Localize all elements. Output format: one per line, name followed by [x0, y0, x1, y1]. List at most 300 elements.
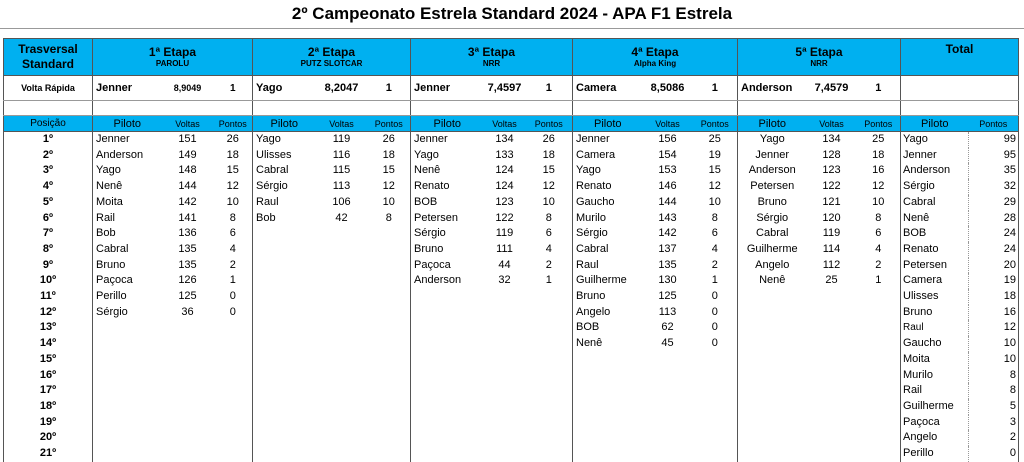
- stage-5-voltas-cell: 120: [822, 211, 841, 224]
- stage-3-pontos-cell: [526, 336, 573, 352]
- table-row: [4, 320, 1019, 336]
- table-row: [4, 242, 1019, 258]
- stage-4-voltas-cell: 142: [658, 227, 677, 240]
- stage-5-fastest-pos: 1: [857, 76, 901, 101]
- stage-2-pontos-cell: [368, 352, 411, 368]
- stage-3-piloto-cell: [411, 399, 484, 415]
- position-cell: 20º: [4, 430, 93, 446]
- stage-4-fastest-pos: 1: [693, 76, 738, 101]
- stage-5-pontos-cell: 4: [857, 242, 901, 258]
- total-pontos-header: Pontos: [969, 116, 1019, 132]
- stage-4-fastest-driver: Camera: [573, 76, 643, 101]
- stage-2-pontos-cell: 26: [368, 132, 411, 148]
- stage-5-voltas-cell: [807, 415, 857, 431]
- stage-5-piloto-cell: [738, 399, 807, 415]
- stage-3-pontos-cell: 15: [526, 163, 573, 179]
- stage-1-piloto-cell: Bob: [96, 227, 116, 240]
- stage-1-pontos-cell: 6: [214, 226, 253, 242]
- stage-4-voltas-cell: 143: [658, 211, 677, 224]
- stage-4-piloto-cell: Angelo: [576, 305, 611, 318]
- stage-5-piloto-cell: Yago: [759, 133, 785, 145]
- total-pontos-cell: 18: [969, 289, 1019, 305]
- stage-3-pontos-cell: 6: [526, 226, 573, 242]
- stage-2-voltas-cell: 113: [332, 180, 351, 193]
- total-piloto-cell: Perillo: [901, 446, 969, 462]
- table-row: [4, 148, 1019, 164]
- stage-4-pontos-cell: 0: [693, 289, 738, 305]
- stage-1-pontos-cell: [214, 446, 253, 462]
- stage-2-voltas-cell: [316, 242, 368, 258]
- total-pontos-cell: 3: [969, 415, 1019, 431]
- stage-4-pontos-cell: 0: [693, 320, 738, 336]
- stage-2-pontos-header: Pontos: [368, 116, 411, 132]
- stage-4-piloto-cell: Cabral: [576, 242, 609, 255]
- stage-4-name: 4ª Etapa: [631, 45, 679, 59]
- stage-1-pontos-cell: 10: [214, 195, 253, 211]
- total-pontos-cell: 8: [969, 368, 1019, 384]
- stage-5-pontos-cell: 1: [857, 273, 901, 289]
- stage-3-track: NRR: [482, 59, 501, 68]
- stage-5-voltas-cell: 122: [822, 180, 841, 193]
- position-cell: 14º: [4, 336, 93, 352]
- stage-3-voltas-cell: [484, 446, 526, 462]
- stage-3-voltas-cell: [484, 399, 526, 415]
- volta-rapida-label: Volta Rápida: [4, 76, 93, 101]
- stage-4-voltas-cell: 137: [658, 242, 677, 255]
- stage-4-piloto-cell: [573, 415, 643, 431]
- stage-4-voltas-cell: 154: [658, 148, 677, 161]
- stage-1-fastest-pos: 1: [214, 76, 253, 101]
- position-cell: 18º: [4, 399, 93, 415]
- stage-5-pontos-cell: 10: [857, 195, 901, 211]
- total-header: [901, 39, 1019, 76]
- stage-3-voltas-header: Voltas: [484, 116, 526, 132]
- total-piloto-cell: Sérgio: [901, 179, 969, 195]
- stage-1-piloto-cell: [93, 336, 162, 352]
- position-cell: 9º: [4, 258, 93, 274]
- stage-3-voltas-cell: [484, 352, 526, 368]
- stage-5-fastest-driver: Anderson: [738, 76, 807, 101]
- stage-2-fastest-driver: Yago: [253, 76, 316, 101]
- stage-5-voltas-cell: 119: [822, 227, 841, 240]
- stage-1-piloto-cell: Paçoca: [96, 274, 133, 287]
- stage-5-piloto-cell: Cabral: [756, 227, 789, 240]
- stage-5-pontos-header: Pontos: [857, 116, 901, 132]
- stage-4-voltas-cell: 62: [661, 321, 674, 334]
- stage-4-piloto-cell: Guilherme: [576, 274, 627, 287]
- stage-1-pontos-cell: 0: [214, 305, 253, 321]
- position-cell: 2º: [4, 148, 93, 164]
- total-pontos-cell: 2: [969, 430, 1019, 446]
- stage-2-piloto-cell: [253, 320, 316, 336]
- stage-3-piloto-cell: Renato: [414, 180, 450, 193]
- stage-3-piloto-cell: [411, 320, 484, 336]
- stage-4-pontos-cell: [693, 446, 738, 462]
- stage-4-pontos-cell: [693, 430, 738, 446]
- stage-2-piloto-cell: [253, 258, 316, 274]
- stage-4-piloto-cell: Raul: [576, 258, 599, 271]
- stage-1-header: [93, 39, 253, 76]
- position-cell: 21º: [4, 446, 93, 462]
- stage-5-piloto-cell: Petersen: [750, 180, 795, 193]
- stage-2-header: [253, 39, 411, 76]
- stage-4-piloto-cell: Renato: [576, 180, 612, 193]
- stage-5-voltas-cell: [807, 446, 857, 462]
- stage-4-voltas-cell: 135: [658, 258, 677, 271]
- stage-5-pontos-cell: [857, 383, 901, 399]
- stage-2-piloto-cell: [253, 336, 316, 352]
- stage-5-piloto-cell: [738, 446, 807, 462]
- total-pontos-cell: 24: [969, 242, 1019, 258]
- stage-1-pontos-cell: [214, 415, 253, 431]
- stage-3-pontos-cell: [526, 383, 573, 399]
- stage-3-voltas-cell: 133: [495, 148, 514, 161]
- stage-2-fastest-pos: 1: [368, 76, 411, 101]
- position-cell: 12º: [4, 305, 93, 321]
- stage-1-voltas-cell: [162, 336, 214, 352]
- stage-5-pontos-cell: [857, 415, 901, 431]
- total-piloto-cell: Yago: [901, 132, 969, 148]
- stage-2-pontos-cell: [368, 399, 411, 415]
- stage-2-pontos-cell: 8: [368, 211, 411, 227]
- stage-2-pontos-cell: [368, 336, 411, 352]
- stage-1-piloto-cell: [93, 446, 162, 462]
- stage-5-piloto-cell: [738, 430, 807, 446]
- stage-4-piloto-cell: BOB: [576, 321, 600, 334]
- stage-1-pontos-cell: 18: [214, 148, 253, 164]
- stage-4-pontos-cell: 1: [693, 273, 738, 289]
- stage-5-piloto-cell: Guilherme: [746, 242, 798, 255]
- stage-3-voltas-cell: 111: [496, 242, 513, 255]
- table-row: [4, 336, 1019, 352]
- stage-2-pontos-cell: [368, 446, 411, 462]
- stage-3-voltas-cell: [484, 383, 526, 399]
- stage-1-piloto-cell: [93, 383, 162, 399]
- stage-2-voltas-cell: [316, 352, 368, 368]
- stage-2-piloto-cell: [253, 352, 316, 368]
- stage-1-voltas-cell: [162, 368, 214, 384]
- stage-5-pontos-cell: 2: [857, 258, 901, 274]
- stage-5-voltas-cell: [807, 399, 857, 415]
- stage-1-pontos-cell: [214, 368, 253, 384]
- position-cell: 6º: [4, 211, 93, 227]
- sheet-title: 2º Campeonato Estrela Standard 2024 - APA F1 Estrela: [0, 0, 1024, 29]
- stage-3-voltas-cell: [484, 305, 526, 321]
- stage-2-pontos-cell: [368, 320, 411, 336]
- total-pontos-cell: 32: [969, 179, 1019, 195]
- stage-1-pontos-cell: [214, 336, 253, 352]
- stage-3-fastest-time: 7,4597: [484, 76, 526, 101]
- stage-5-pontos-cell: [857, 336, 901, 352]
- stage-1-piloto-cell: Yago: [96, 164, 121, 177]
- stage-3-piloto-cell: [411, 415, 484, 431]
- stage-5-pontos-cell: [857, 446, 901, 462]
- stage-4-pontos-cell: [693, 415, 738, 431]
- stage-5-piloto-cell: Bruno: [757, 195, 787, 208]
- stage-2-pontos-cell: 12: [368, 179, 411, 195]
- stage-3-voltas-cell: 122: [495, 211, 514, 224]
- stage-2-piloto-cell: [253, 415, 316, 431]
- stage-3-piloto-cell: [411, 368, 484, 384]
- stage-1-voltas-cell: 135: [178, 242, 197, 255]
- stage-2-piloto-cell: [253, 368, 316, 384]
- stage-3-voltas-cell: [484, 368, 526, 384]
- stage-4-piloto-cell: Camera: [576, 148, 616, 161]
- stage-5-pontos-cell: 18: [857, 148, 901, 164]
- stage-2-voltas-cell: [316, 383, 368, 399]
- stage-2-piloto-cell: [253, 305, 316, 321]
- stage-1-voltas-cell: 151: [178, 133, 197, 145]
- stage-3-pontos-cell: [526, 305, 573, 321]
- stage-5-pontos-cell: 12: [857, 179, 901, 195]
- total-pontos-cell: 29: [969, 195, 1019, 211]
- stage-4-voltas-cell: 125: [658, 290, 677, 303]
- stage-4-piloto-cell: Bruno: [576, 290, 606, 303]
- stage-4-piloto-cell: [573, 446, 643, 462]
- stage-5-pontos-cell: 16: [857, 163, 901, 179]
- stage-1-pontos-cell: [214, 320, 253, 336]
- stage-5-header: [738, 39, 901, 76]
- stage-2-pontos-cell: [368, 242, 411, 258]
- table-row: [4, 446, 1019, 462]
- stage-5-voltas-header: Voltas: [807, 116, 857, 132]
- stage-3-voltas-cell: [484, 430, 526, 446]
- stage-4-voltas-cell: 156: [658, 133, 677, 145]
- stage-1-voltas-cell: [162, 352, 214, 368]
- stage-5-voltas-cell: [807, 368, 857, 384]
- stage-4-pontos-cell: 0: [693, 336, 738, 352]
- stage-4-voltas-cell: [643, 446, 693, 462]
- stage-5-piloto-cell: [738, 320, 807, 336]
- stage-1-pontos-cell: [214, 383, 253, 399]
- blank-cell: [253, 101, 411, 116]
- stage-3-piloto-header: Piloto: [411, 116, 484, 132]
- total-pontos-cell: 0: [969, 446, 1019, 462]
- stage-2-voltas-cell: [316, 258, 368, 274]
- stage-3-piloto-cell: Nenê: [414, 164, 441, 177]
- total-piloto-cell: Angelo: [901, 430, 969, 446]
- total-piloto-cell: Rail: [901, 383, 969, 399]
- stage-5-pontos-cell: [857, 320, 901, 336]
- stage-5-pontos-cell: [857, 352, 901, 368]
- stage-2-piloto-cell: [253, 430, 316, 446]
- stage-2-voltas-cell: 42: [335, 211, 348, 224]
- stage-1-fastest-driver: Jenner: [93, 76, 162, 101]
- stage-1-voltas-cell: 36: [181, 305, 194, 318]
- stage-4-voltas-cell: [643, 399, 693, 415]
- stage-1-piloto-cell: [93, 415, 162, 431]
- table-row: [4, 305, 1019, 321]
- stage-2-pontos-cell: [368, 289, 411, 305]
- stage-4-piloto-cell: Yago: [576, 164, 601, 177]
- total-piloto-cell: Bruno: [901, 305, 969, 321]
- stage-4-voltas-cell: 153: [658, 164, 677, 177]
- stage-5-piloto-cell: Angelo: [755, 258, 790, 271]
- stage-3-pontos-cell: [526, 368, 573, 384]
- stage-4-piloto-header: Piloto: [573, 116, 643, 132]
- stage-1-piloto-cell: [93, 368, 162, 384]
- stage-2-pontos-cell: [368, 305, 411, 321]
- stage-2-voltas-cell: [316, 273, 368, 289]
- stage-4-pontos-cell: 4: [693, 242, 738, 258]
- stage-1-voltas-cell: [162, 320, 214, 336]
- stage-3-piloto-cell: Petersen: [414, 211, 459, 224]
- stage-4-pontos-cell: [693, 399, 738, 415]
- stage-1-name: 1ª Etapa: [148, 45, 197, 59]
- stage-3-piloto-cell: [411, 352, 484, 368]
- total-piloto-cell: Moita: [901, 352, 969, 368]
- stage-4-track: Alpha King: [633, 59, 677, 68]
- stage-3-voltas-cell: 44: [498, 258, 511, 271]
- stage-1-pontos-cell: 1: [214, 273, 253, 289]
- stage-5-voltas-cell: [807, 320, 857, 336]
- stage-2-voltas-cell: [316, 368, 368, 384]
- stage-3-pontos-cell: 12: [526, 179, 573, 195]
- position-cell: 1º: [4, 132, 93, 148]
- stage-2-voltas-cell: 115: [332, 164, 351, 177]
- stage-5-pontos-cell: 25: [857, 132, 901, 148]
- blank-cell: [411, 101, 573, 116]
- stage-3-fastest-driver: Jenner: [411, 76, 484, 101]
- stage-1-pontos-cell: [214, 399, 253, 415]
- column-header-row: [4, 116, 1019, 132]
- stage-1-piloto-cell: [93, 320, 162, 336]
- stage-1-piloto-cell: Jenner: [96, 133, 130, 145]
- stage-2-pontos-cell: [368, 415, 411, 431]
- stage-3-piloto-cell: [411, 305, 484, 321]
- stage-5-voltas-cell: [807, 336, 857, 352]
- stage-5-piloto-cell: Nenê: [759, 274, 786, 287]
- total-pontos-cell: 16: [969, 305, 1019, 321]
- stage-1-voltas-cell: 135: [178, 258, 197, 271]
- stage-4-header: [573, 39, 738, 76]
- stage-2-piloto-cell: Sérgio: [256, 180, 288, 193]
- stage-5-piloto-cell: [738, 383, 807, 399]
- stage-1-piloto-cell: [93, 399, 162, 415]
- stage-3-piloto-cell: [411, 446, 484, 462]
- stage-4-voltas-cell: 45: [661, 337, 674, 350]
- position-cell: 15º: [4, 352, 93, 368]
- stage-5-pontos-cell: 6: [857, 226, 901, 242]
- stage-4-pontos-cell: 10: [693, 195, 738, 211]
- stage-4-pontos-cell: [693, 352, 738, 368]
- position-cell: 11º: [4, 289, 93, 305]
- stage-1-voltas-header: Voltas: [162, 116, 214, 132]
- stage-3-piloto-cell: Jenner: [414, 133, 448, 145]
- stage-4-piloto-cell: [573, 352, 643, 368]
- total-pontos-cell: 28: [969, 211, 1019, 227]
- stage-1-pontos-cell: [214, 352, 253, 368]
- stage-4-voltas-cell: 146: [658, 180, 677, 193]
- stage-1-piloto-cell: [93, 352, 162, 368]
- stage-header-row: [4, 39, 1019, 76]
- stage-4-fastest-time: 8,5086: [643, 76, 693, 101]
- trasversal-header-cell: [4, 39, 93, 76]
- stage-3-voltas-cell: 32: [498, 274, 511, 287]
- stage-2-pontos-cell: 15: [368, 163, 411, 179]
- stage-2-voltas-cell: [316, 446, 368, 462]
- total-piloto-cell: Nenê: [901, 211, 969, 227]
- stage-1-piloto-cell: Cabral: [96, 242, 129, 255]
- stage-2-voltas-cell: [316, 399, 368, 415]
- total-piloto-cell: Murilo: [901, 368, 969, 384]
- stage-3-voltas-cell: 119: [495, 227, 514, 240]
- total-pontos-cell: 5: [969, 399, 1019, 415]
- stage-3-piloto-cell: Anderson: [414, 274, 462, 287]
- stage-1-voltas-cell: [162, 415, 214, 431]
- stage-5-pontos-cell: [857, 305, 901, 321]
- stage-3-pontos-header: Pontos: [526, 116, 573, 132]
- stage-2-piloto-cell: [253, 226, 316, 242]
- fastest-lap-row: [4, 76, 1019, 101]
- stage-5-piloto-cell: [738, 415, 807, 431]
- total-piloto-cell: Jenner: [901, 148, 969, 164]
- stage-4-piloto-cell: Sérgio: [576, 227, 608, 240]
- stage-2-piloto-cell: [253, 446, 316, 462]
- stage-1-voltas-cell: [162, 383, 214, 399]
- stage-3-pontos-cell: 10: [526, 195, 573, 211]
- stage-5-voltas-cell: 121: [822, 195, 841, 208]
- stage-4-voltas-cell: [643, 430, 693, 446]
- total-piloto-cell: Guilherme: [901, 399, 969, 415]
- stage-5-voltas-cell: [807, 352, 857, 368]
- blank-cell: [573, 101, 738, 116]
- stage-3-voltas-cell: [484, 415, 526, 431]
- stage-3-pontos-cell: 26: [526, 132, 573, 148]
- stage-2-voltas-cell: [316, 320, 368, 336]
- stage-2-pontos-cell: 18: [368, 148, 411, 164]
- stage-5-track: NRR: [810, 59, 828, 68]
- total-fastest-cell: [901, 76, 1019, 101]
- table-row: [4, 195, 1019, 211]
- blank-cell: [93, 101, 253, 116]
- position-cell: 10º: [4, 273, 93, 289]
- stage-4-pontos-header: Pontos: [693, 116, 738, 132]
- stage-3-piloto-cell: [411, 430, 484, 446]
- stage-2-pontos-cell: [368, 273, 411, 289]
- position-cell: 4º: [4, 179, 93, 195]
- stage-1-piloto-cell: Sérgio: [96, 305, 128, 318]
- trasversal-line-2: Standard: [21, 57, 74, 71]
- stage-1-piloto-cell: Perillo: [96, 290, 127, 303]
- stage-4-pontos-cell: 0: [693, 305, 738, 321]
- stage-3-voltas-cell: 124: [495, 180, 514, 193]
- stage-5-voltas-cell: 134: [822, 133, 841, 145]
- position-cell: 19º: [4, 415, 93, 431]
- stage-1-track: PAROLU: [155, 59, 190, 68]
- stage-1-pontos-cell: 12: [214, 179, 253, 195]
- stage-1-pontos-cell: 2: [214, 258, 253, 274]
- stage-2-piloto-cell: [253, 289, 316, 305]
- stage-4-voltas-header: Voltas: [643, 116, 693, 132]
- stage-1-piloto-cell: Rail: [96, 211, 115, 224]
- position-cell: 7º: [4, 226, 93, 242]
- stage-5-piloto-cell: [738, 289, 807, 305]
- stage-2-pontos-cell: [368, 430, 411, 446]
- stage-3-pontos-cell: [526, 320, 573, 336]
- position-cell: 5º: [4, 195, 93, 211]
- stage-4-piloto-cell: [573, 383, 643, 399]
- total-piloto-cell: Cabral: [901, 195, 969, 211]
- stage-2-name: 2ª Etapa: [307, 45, 356, 59]
- position-cell: 8º: [4, 242, 93, 258]
- stage-5-piloto-header: Piloto: [738, 116, 807, 132]
- total-pontos-cell: 35: [969, 163, 1019, 179]
- stage-2-voltas-cell: 119: [332, 133, 351, 145]
- stage-4-pontos-cell: 15: [693, 163, 738, 179]
- stage-1-voltas-cell: 125: [178, 290, 197, 303]
- stage-5-piloto-cell: [738, 352, 807, 368]
